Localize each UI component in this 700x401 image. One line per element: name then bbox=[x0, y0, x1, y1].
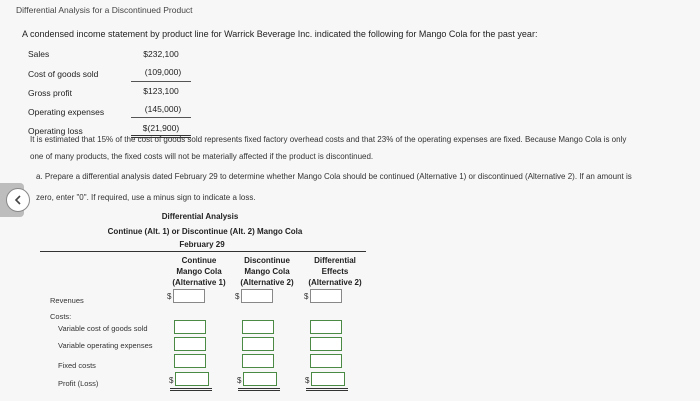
currency-symbol: $ bbox=[305, 376, 310, 385]
row-variable-opex: Variable operating expenses bbox=[58, 341, 153, 350]
revenues-alt1-input[interactable] bbox=[173, 289, 205, 303]
variable-opex-alt1-input[interactable] bbox=[174, 337, 206, 351]
revenues-diff-input[interactable] bbox=[310, 289, 342, 303]
col2-line1: Discontinue bbox=[244, 256, 290, 265]
revenues-alt2-input[interactable] bbox=[241, 289, 273, 303]
variable-opex-alt2-input[interactable] bbox=[242, 337, 274, 351]
col1-line1: Continue bbox=[181, 256, 217, 265]
double-underline-alt1 bbox=[170, 388, 212, 391]
is-label-cogs: Cost of goods sold bbox=[28, 69, 99, 79]
row-fixed-costs: Fixed costs bbox=[58, 361, 96, 370]
fixed-costs-alt1-input[interactable] bbox=[174, 354, 206, 368]
is-value-opex: (145,000) bbox=[144, 104, 182, 114]
col3-line1: Differential bbox=[314, 256, 356, 265]
profit-loss-alt2-input[interactable] bbox=[243, 372, 277, 386]
assumptions-line-1: It is estimated that 15% of the cost of goods sold represents fixed factory overhead costs and that 23% of the operating expenses are fixed. Because Mango Cola is only bbox=[30, 135, 627, 144]
analysis-subtitle: Continue (Alt. 1) or Discontinue (Alt. 2) Mango Cola bbox=[107, 227, 303, 236]
variable-opex-diff-input[interactable] bbox=[310, 337, 342, 351]
question-line-2: zero, enter "0". If required, use a minus sign to indicate a loss. bbox=[36, 193, 256, 202]
is-value-gross-profit: $123,100 bbox=[143, 86, 179, 96]
chevron-left-icon[interactable] bbox=[6, 188, 30, 212]
currency-symbol: $ bbox=[169, 376, 174, 385]
is-label-operating-loss: Operating loss bbox=[28, 126, 83, 136]
col3-line2: Effects bbox=[321, 267, 349, 276]
assumptions-line-2: one of many products, the fixed costs will not be materially affected if the product is discontinued. bbox=[30, 152, 374, 161]
is-label-gross-profit: Gross profit bbox=[28, 88, 72, 98]
profit-loss-diff-input[interactable] bbox=[311, 372, 345, 386]
is-value-sales: $232,100 bbox=[143, 49, 179, 59]
profit-loss-alt1-input[interactable] bbox=[175, 372, 209, 386]
currency-symbol: $ bbox=[304, 292, 309, 301]
col3-line3: (Alternative 2) bbox=[308, 278, 362, 287]
question-line-1: a. Prepare a differential analysis dated February 29 to determine whether Mango Cola should be continued (Alternative 1) or discontinued (Alternative 2). If an amount is bbox=[36, 172, 632, 181]
col2-line3: (Alternative 2) bbox=[240, 278, 294, 287]
double-underline-alt2 bbox=[238, 388, 280, 391]
fixed-costs-diff-input[interactable] bbox=[310, 354, 342, 368]
row-costs: Costs: bbox=[50, 312, 72, 321]
is-label-sales: Sales bbox=[28, 49, 50, 59]
analysis-title: Differential Analysis bbox=[161, 212, 239, 221]
col2-line2: Mango Cola bbox=[244, 267, 290, 276]
row-variable-cogs: Variable cost of goods sold bbox=[58, 324, 148, 333]
currency-symbol: $ bbox=[235, 292, 240, 301]
col1-line2: Mango Cola bbox=[176, 267, 222, 276]
row-revenues: Revenues bbox=[50, 296, 84, 305]
variable-cogs-alt2-input[interactable] bbox=[242, 320, 274, 334]
fixed-costs-alt2-input[interactable] bbox=[242, 354, 274, 368]
is-value-cogs: (109,000) bbox=[144, 67, 182, 77]
underline-opex bbox=[131, 117, 191, 118]
underline-cogs bbox=[131, 81, 191, 82]
is-value-operating-loss: $(21,900) bbox=[142, 123, 180, 133]
problem-intro: A condensed income statement by product line for Warrick Beverage Inc. indicated the following for Mango Cola for the past year: bbox=[22, 29, 538, 39]
page-title: Differential Analysis for a Discontinued Product bbox=[16, 5, 193, 15]
double-underline-diff bbox=[306, 388, 348, 391]
is-label-opex: Operating expenses bbox=[28, 107, 105, 117]
row-profit-loss: Profit (Loss) bbox=[58, 379, 99, 388]
variable-cogs-diff-input[interactable] bbox=[310, 320, 342, 334]
variable-cogs-alt1-input[interactable] bbox=[174, 320, 206, 334]
analysis-header-rule bbox=[40, 251, 366, 252]
analysis-date: February 29 bbox=[179, 240, 225, 249]
col1-line3: (Alternative 1) bbox=[172, 278, 226, 287]
currency-symbol: $ bbox=[237, 376, 242, 385]
currency-symbol: $ bbox=[167, 292, 172, 301]
